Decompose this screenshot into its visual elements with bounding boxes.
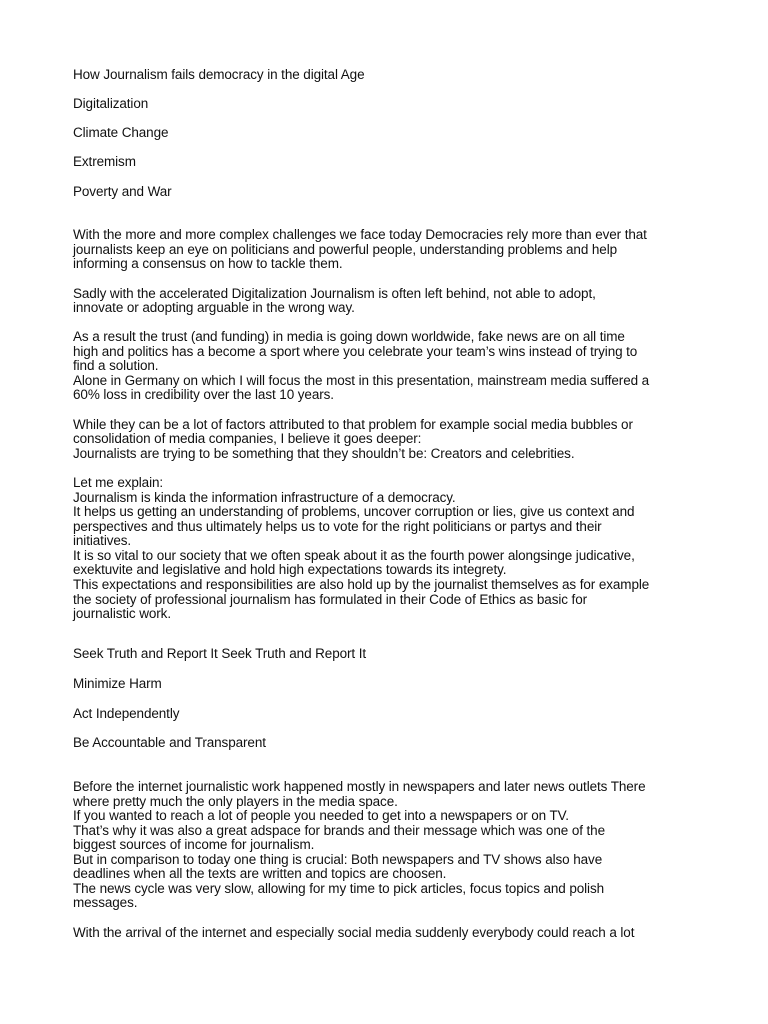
paragraph-line: That’s why it was also a great adspace for brands and their message which was one of the [73, 823, 605, 838]
paragraph-line: journalistic work. [73, 606, 171, 621]
paragraph-line: Before the internet journalistic work happened mostly in newspapers and later news outlets There [73, 779, 646, 794]
paragraph-line: exektuvite and legislative and hold high expectations towards its integrety. [73, 562, 507, 577]
paragraph-line: the society of professional journalism has formulated in their Code of Ethics as basic for [73, 592, 588, 607]
paragraph-line: biggest sources of income for journalism. [73, 837, 315, 852]
paragraph-line: messages. [73, 895, 138, 910]
paragraph-line: With the arrival of the internet and especially social media suddenly everybody could reach a lot [73, 925, 635, 940]
topic-item: Extremism [73, 154, 136, 169]
paragraph-line: initiatives. [73, 533, 132, 548]
paragraph-line: perspectives and thus ultimately helps us to vote for the right politicians or partys and their [73, 519, 602, 534]
paragraph-line: While they can be a lot of factors attributed to that problem for example social media bubbles or [73, 417, 633, 432]
topic-item: Climate Change [73, 125, 169, 140]
paragraph-line: Sadly with the accelerated Digitalization Journalism is often left behind, not able to adopt, [73, 286, 596, 301]
paragraph-line: This expectations and responsibilities are also hold up by the journalist themselves as for example [73, 577, 650, 592]
paragraph-line: The news cycle was very slow, allowing for my time to pick articles, focus topics and polish [73, 881, 605, 896]
paragraph-line: With the more and more complex challenges we face today Democracies rely more than ever that [73, 227, 647, 242]
paragraph-line: journalists keep an eye on politicians and powerful people, understanding problems and help [73, 242, 618, 257]
paragraph-line: find a solution. [73, 358, 159, 373]
ethics-item: Be Accountable and Transparent [73, 735, 266, 750]
paragraph-line: Let me explain: [73, 475, 164, 490]
ethics-item: Seek Truth and Report It Seek Truth and Report It [73, 646, 367, 661]
paragraph-line: As a result the trust (and funding) in media is going down worldwide, fake news are on all time [73, 329, 625, 344]
paragraph-line: It helps us getting an understanding of problems, uncover corruption or lies, give us context and [73, 504, 635, 519]
paragraph-line: where pretty much the only players in the media space. [73, 794, 398, 809]
paragraph-line: deadlines when all the texts are written and topics are choosen. [73, 866, 447, 881]
paragraph-line: high and politics has a become a sport where you celebrate your team’s wins instead of trying to [73, 344, 638, 359]
paragraph-line: informing a consensus on how to tackle them. [73, 256, 343, 271]
topic-item: Poverty and War [73, 184, 172, 199]
paragraph-line: consolidation of media companies, I believe it goes deeper: [73, 431, 422, 446]
document-title: How Journalism fails democracy in the digital Age [73, 67, 365, 82]
topic-item: Digitalization [73, 96, 149, 111]
paragraph-line: If you wanted to reach a lot of people you needed to get into a newspapers or on TV. [73, 808, 569, 823]
paragraph-line: Journalists are trying to be something that they shouldn’t be: Creators and celebrities. [73, 446, 575, 461]
paragraph-line: innovate or adopting arguable in the wrong way. [73, 300, 355, 315]
paragraph-line: Journalism is kinda the information infrastructure of a democracy. [73, 490, 456, 505]
paragraph-line: Alone in Germany on which I will focus the most in this presentation, mainstream media suffered a [73, 373, 650, 388]
ethics-item: Minimize Harm [73, 676, 162, 691]
paragraph-line: It is so vital to our society that we often speak about it as the fourth power alongsinge judicative, [73, 548, 635, 563]
paragraph-line: 60% loss in credibility over the last 10 years. [73, 387, 334, 402]
paragraph-line: But in comparison to today one thing is crucial: Both newspapers and TV shows also have [73, 852, 603, 867]
ethics-item: Act Independently [73, 706, 180, 721]
